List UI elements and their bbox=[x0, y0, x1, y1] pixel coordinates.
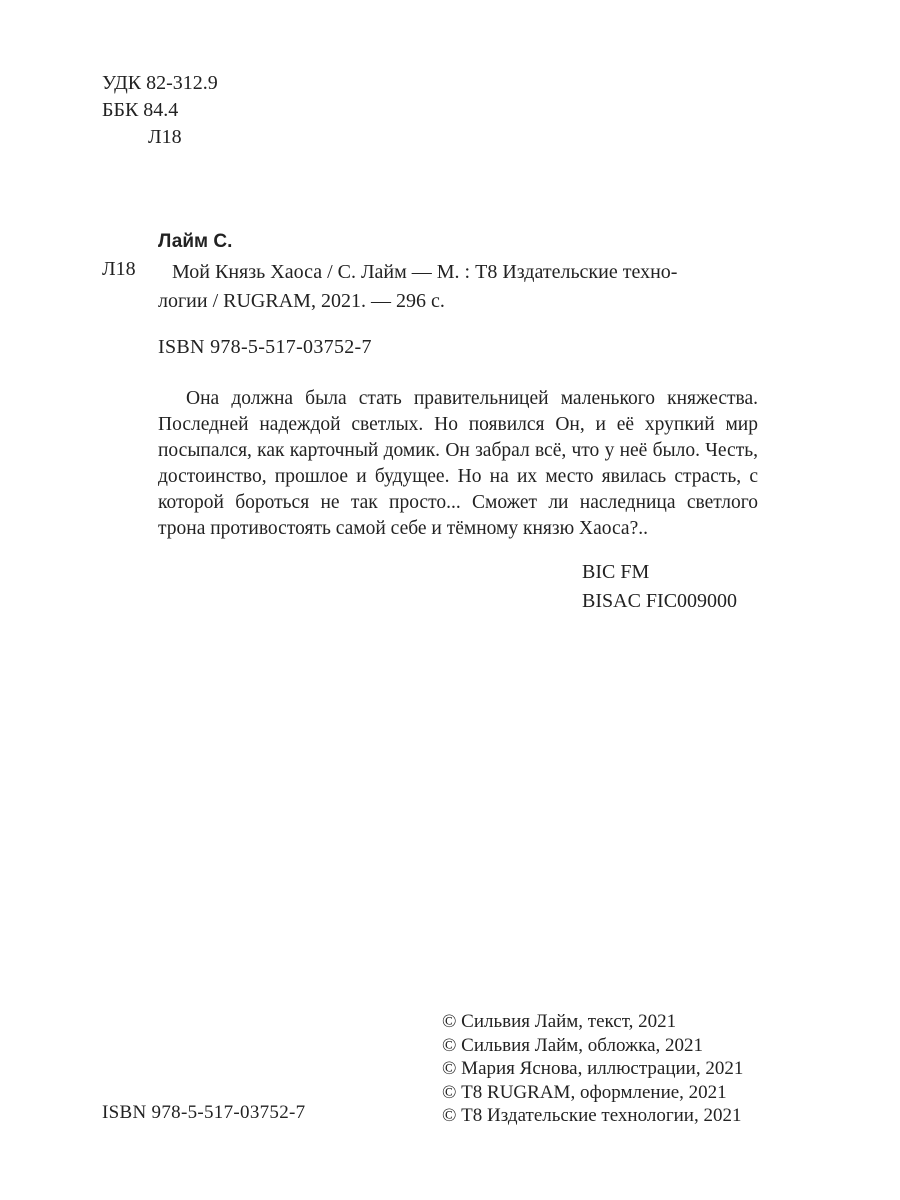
record-cutter: Л18 bbox=[102, 258, 136, 280]
subject-codes bbox=[582, 558, 737, 616]
bbk-code: ББК 84.4 bbox=[102, 99, 179, 121]
udk-code: УДК 82-312.9 bbox=[102, 72, 218, 94]
copyright-line: © Т8 Издательские технологии, 2021 bbox=[442, 1105, 742, 1126]
classification-codes bbox=[102, 70, 218, 151]
cutter-code: Л18 bbox=[148, 126, 182, 148]
copyright-list bbox=[442, 1010, 743, 1128]
annotation-text: Она должна была стать правительницей маленького княжества. Последней надеждой светлых. Но появился Он, и её хрупкий мир посыпался, как карточный домик. Он забрал всё, что у неё было. Честь, достоинство, прошлое и будущее. Но на их место явилась страсть, с которой бороться не так просто... Сможет ли наследница светлого трона противостоять самой себе и тёмному князю Хаоса?.. bbox=[158, 388, 758, 539]
bic-code: BIC FM bbox=[582, 561, 650, 583]
copyright-line: © Сильвия Лайм, обложка, 2021 bbox=[442, 1034, 704, 1056]
copyright-line: © Сильвия Лайм, текст, 2021 bbox=[442, 1011, 677, 1032]
bibliographic-description bbox=[158, 258, 762, 316]
copyright-line: © Мария Яснова, иллюстрации, 2021 bbox=[442, 1058, 744, 1079]
bisac-code: BISAC FIC009000 bbox=[582, 590, 738, 612]
isbn-record: ISBN 978-5-517-03752-7 bbox=[158, 336, 372, 358]
title-line: Мой Князь Хаоса / С. Лайм — М. : Т8 Издательские техно- bbox=[172, 261, 678, 283]
annotation bbox=[158, 386, 758, 542]
copyright-line: © Т8 RUGRAM, оформление, 2021 bbox=[442, 1081, 727, 1103]
isbn-footer: ISBN 978-5-517-03752-7 bbox=[102, 1102, 306, 1123]
title-line-continuation: логии / RUGRAM, 2021. — 296 с. bbox=[158, 290, 445, 312]
author-heading: Лайм С. bbox=[158, 231, 233, 252]
